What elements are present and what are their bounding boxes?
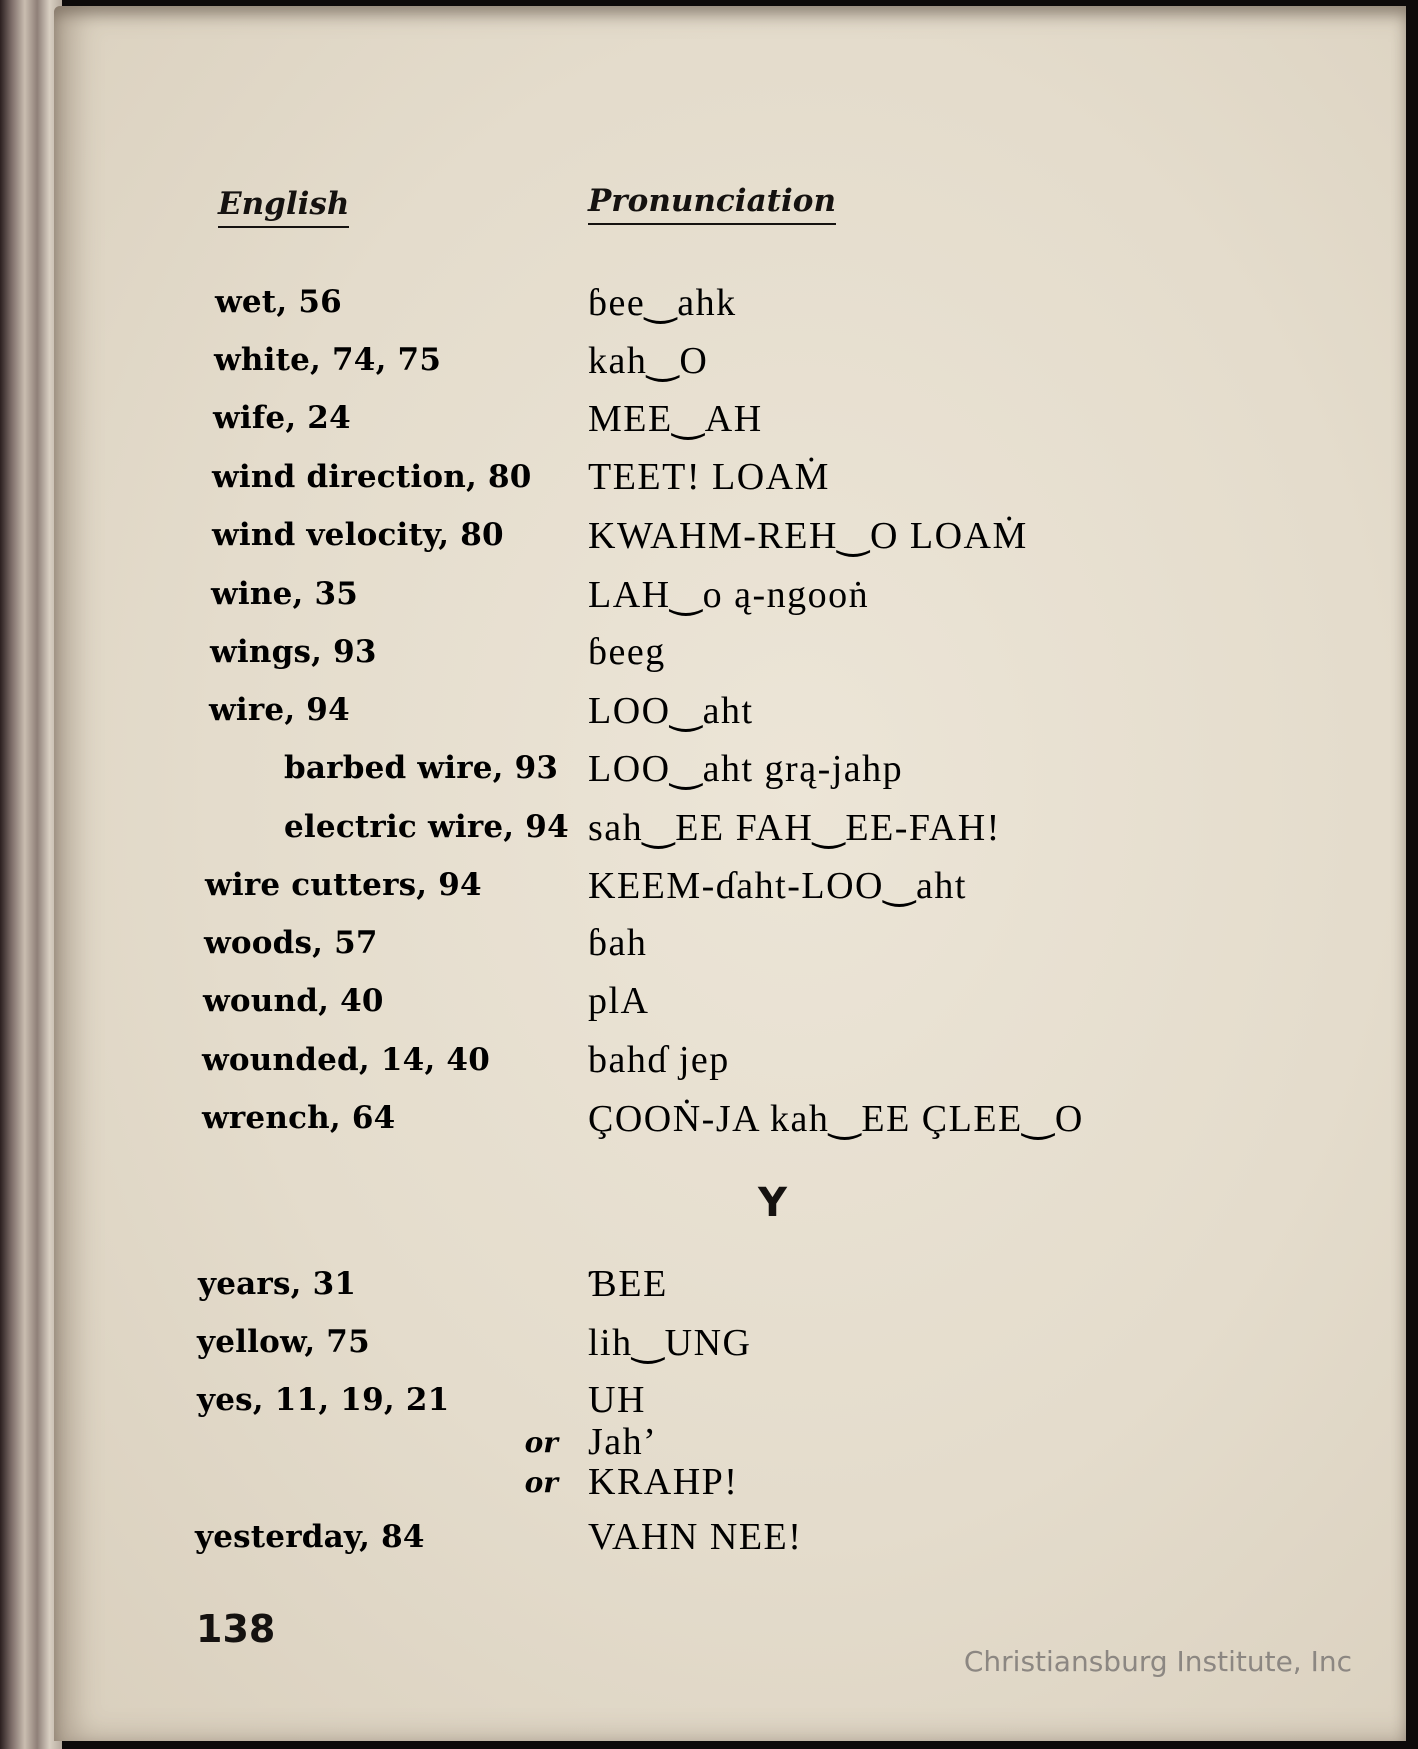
entry-english: yellow, 75 (197, 1324, 370, 1360)
entry-english: electric wire, 94 (284, 809, 569, 845)
list-item (0, 979, 1400, 1031)
list-item (0, 1038, 1400, 1090)
list-item (0, 688, 1400, 740)
entry-pronunciation: lih‿UNG (588, 1322, 752, 1364)
credit-watermark: Christiansburg Institute, Inc (963, 1645, 1352, 1678)
list-item (0, 338, 1400, 390)
entry-pronunciation: ƁEE (588, 1263, 668, 1305)
entry-pronunciation: ɓeeg (588, 631, 666, 673)
entry-pronunciation: KWAHM-REH‿O LOAṀ (588, 515, 1028, 557)
or-label: or (524, 1426, 558, 1459)
entry-pronunciation: KEEM-ɗaht-LOO‿aht (588, 865, 967, 907)
entry-english: woods, 57 (204, 925, 378, 961)
entry-pronunciation: ÇOOṄ-JA kah‿EE ÇLEE‿O (588, 1098, 1084, 1140)
entry-english: years, 31 (198, 1266, 357, 1302)
entry-pronunciation: sah‿EE FAH‿EE-FAH! (588, 807, 1001, 849)
entry-english: wife, 24 (213, 400, 351, 436)
list-item (0, 513, 1400, 565)
list-item (0, 455, 1400, 507)
entry-english: wounded, 14, 40 (202, 1042, 490, 1078)
list-item (0, 863, 1400, 915)
entry-pronunciation: KRAHP! (588, 1461, 739, 1503)
entry-pronunciation: MEE‿AH (588, 398, 763, 440)
list-item (0, 805, 1400, 857)
entry-english: wet, 56 (215, 284, 342, 320)
header-english: English (218, 186, 349, 228)
list-item (0, 1262, 1400, 1314)
list-item (0, 1515, 1400, 1567)
entry-pronunciation: ɓee‿ahk (588, 282, 737, 324)
entry-english: wire, 94 (209, 692, 350, 728)
list-item (0, 1320, 1400, 1372)
list-item (0, 630, 1400, 682)
list-item (0, 746, 1400, 798)
entry-pronunciation: bahɗ jep (588, 1039, 730, 1081)
entry-pronunciation: ɓah (588, 922, 648, 964)
entry-english: barbed wire, 93 (284, 750, 559, 786)
entry-english: yes, 11, 19, 21 (197, 1382, 450, 1418)
section-letter: Y (758, 1180, 787, 1226)
list-item (0, 396, 1400, 448)
list-item (0, 572, 1400, 624)
list-item (0, 280, 1400, 332)
entry-english: wind velocity, 80 (212, 517, 504, 553)
entry-pronunciation: Jah’ (588, 1421, 658, 1463)
entry-english: wine, 35 (211, 576, 359, 612)
entry-english: yesterday, 84 (195, 1519, 425, 1555)
list-item (0, 1460, 1400, 1512)
entry-english: white, 74, 75 (214, 342, 442, 378)
or-label: or (524, 1466, 558, 1499)
entry-english: wire cutters, 94 (205, 867, 482, 903)
entry-english: wound, 40 (203, 983, 384, 1019)
entry-english: wrench, 64 (202, 1100, 396, 1136)
list-item (0, 921, 1400, 973)
entry-pronunciation: kah‿O (588, 340, 709, 382)
header-pronunciation: Pronunciation (588, 183, 836, 225)
list-item (0, 1096, 1400, 1148)
page-number: 138 (196, 1607, 276, 1651)
entry-pronunciation: LOO‿aht grą-jahp (588, 748, 904, 790)
entry-english: wind direction, 80 (212, 459, 532, 495)
entry-pronunciation: TEET! LOAṀ (588, 456, 830, 498)
entry-pronunciation: VAHN NEE! (588, 1516, 803, 1558)
entry-english: wings, 93 (210, 634, 377, 670)
entry-pronunciation: LOO‿aht (588, 690, 754, 732)
entry-pronunciation: LAH‿o ą-ngooṅ (588, 574, 870, 616)
entry-pronunciation: plA (588, 980, 650, 1022)
entry-pronunciation: UH (588, 1379, 646, 1421)
